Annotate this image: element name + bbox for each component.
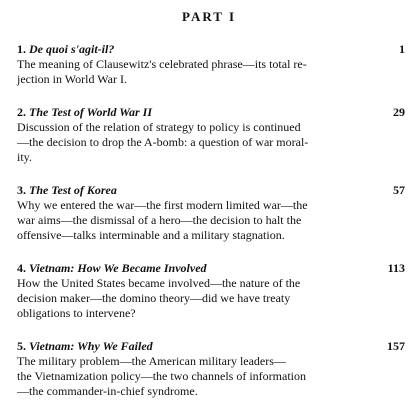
entry-summary bbox=[17, 198, 405, 243]
summary-line: How the United States became involved—the nature of the bbox=[17, 276, 301, 290]
summary-line: jection in World War I. bbox=[17, 72, 127, 86]
entry-number: 3. bbox=[17, 183, 26, 197]
summary-line: obligations to intervene? bbox=[17, 306, 136, 320]
entry-page-number: 1 bbox=[399, 42, 405, 56]
entry-page-number: 157 bbox=[387, 339, 405, 353]
summary-line: Discussion of the relation of strategy to policy is continued bbox=[17, 120, 301, 134]
entry-title-text: Vietnam: Why We Failed bbox=[29, 339, 153, 353]
toc-entry bbox=[17, 261, 405, 321]
entry-number: 2. bbox=[17, 105, 26, 119]
entry-title-text: The Test of World War II bbox=[29, 105, 153, 119]
entry-heading bbox=[17, 261, 405, 276]
entry-title bbox=[17, 339, 153, 354]
entry-title bbox=[17, 261, 207, 276]
summary-line: war aims—the dismissal of a hero—the decision to halt the bbox=[17, 213, 302, 227]
entry-title-text: Vietnam: How We Became Involved bbox=[29, 261, 207, 275]
toc-entry bbox=[17, 183, 405, 243]
entry-number: 5. bbox=[17, 339, 26, 353]
entry-title bbox=[17, 183, 117, 198]
summary-line: Why we entered the war—the first modern limited war—the bbox=[17, 198, 308, 212]
entry-summary bbox=[17, 354, 405, 399]
summary-line: The military problem—the American military leaders— bbox=[17, 354, 286, 368]
summary-line: —the commander-in-chief syndrome. bbox=[17, 384, 198, 398]
summary-line: —the decision to drop the A-bomb: a question of war moral- bbox=[17, 135, 309, 149]
summary-line: the Vietnamization policy—the two channels of information bbox=[17, 369, 306, 383]
entry-summary bbox=[17, 276, 405, 321]
toc-entry bbox=[17, 42, 405, 87]
entry-title bbox=[17, 105, 152, 120]
entry-title bbox=[17, 42, 114, 57]
entry-title-text: The Test of Korea bbox=[29, 183, 117, 197]
entry-summary bbox=[17, 57, 405, 87]
entry-number: 4. bbox=[17, 261, 26, 275]
entry-page-number: 57 bbox=[393, 183, 405, 197]
toc-entry bbox=[17, 339, 405, 399]
entry-heading bbox=[17, 42, 405, 57]
entry-summary bbox=[17, 120, 405, 165]
entry-page-number: 29 bbox=[393, 105, 405, 119]
summary-line: offensive—talks interminable and a military stagnation. bbox=[17, 228, 285, 242]
toc-entry bbox=[17, 105, 405, 165]
part-heading: PART I bbox=[181, 9, 237, 24]
summary-line: ity. bbox=[17, 150, 32, 164]
entry-title-text: De quoi s'agit-il? bbox=[29, 42, 115, 56]
summary-line: The meaning of Clausewitz's celebrated phrase—its total re- bbox=[17, 57, 307, 71]
summary-line: decision maker—the domino theory—did we have treaty bbox=[17, 291, 291, 305]
entry-heading bbox=[17, 105, 405, 120]
entry-number: 1. bbox=[17, 42, 26, 56]
entry-heading bbox=[17, 183, 405, 198]
entry-page-number: 113 bbox=[387, 261, 405, 275]
entry-heading bbox=[17, 339, 405, 354]
